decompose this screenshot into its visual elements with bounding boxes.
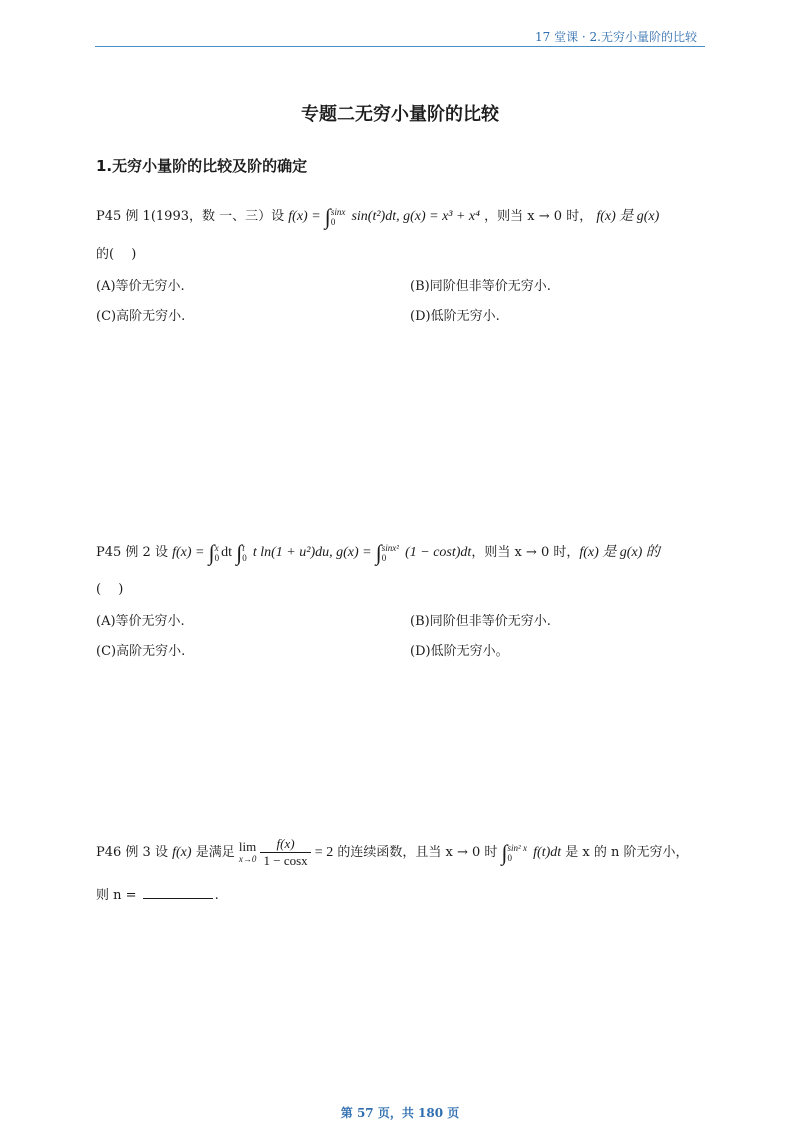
- problem-1-comparison: f(x) 是 g(x): [596, 209, 660, 224]
- problem-3-line2: [96, 884, 219, 903]
- integral-lower: 0: [214, 552, 220, 563]
- problem-3-text1: 是满足: [195, 845, 235, 860]
- problem-2-option-b: (B)同阶但非等价无穷小.: [410, 614, 551, 629]
- integral-lower: 0: [507, 852, 513, 863]
- problem-3-prefix: P46 例 3 设: [96, 845, 168, 860]
- integral-lower: 0: [381, 552, 387, 563]
- problem-1-line2: 的( ): [96, 247, 137, 262]
- problem-2-prefix: P45 例 2 设: [96, 545, 168, 560]
- integral-sign: ∫: [324, 204, 331, 229]
- problem-3-line2-suffix: .: [214, 888, 219, 903]
- problem-2-line2: ( ): [96, 582, 124, 597]
- fraction-denominator: 1 − cosx: [263, 853, 308, 868]
- integral-sign: ∫: [501, 840, 508, 865]
- page-header: [95, 26, 705, 47]
- section-heading: 1.无穷小量阶的比较及阶的确定: [96, 157, 308, 175]
- limit-operator: [238, 838, 257, 865]
- problem-3-eq: = 2: [314, 845, 334, 860]
- integral-sign: ∫: [236, 540, 243, 565]
- problem-3-line2-prefix: 则 n =: [96, 888, 137, 903]
- integral-upper: sin² x: [507, 842, 527, 853]
- page-title: 专题二无穷小量阶的比较: [301, 104, 499, 125]
- limit-label: lim: [238, 838, 257, 854]
- problem-1-option-d: (D)低阶无穷小.: [410, 309, 500, 324]
- header-text: 17 堂课 · 2.无穷小量阶的比较: [535, 30, 697, 44]
- problem-1-option-c: (C)高阶无穷小.: [96, 309, 186, 324]
- limit-fraction: [260, 836, 310, 869]
- integral-lower: 0: [330, 216, 336, 227]
- problem-2-option-d: (D)低阶无穷小。: [410, 644, 509, 659]
- problem-1-integrand: sin(t²)dt, g(x) = x³ + x⁴: [351, 209, 481, 224]
- problem-2-option-c: (C)高阶无穷小.: [96, 644, 186, 659]
- integral-upper: sinx²: [381, 542, 399, 553]
- integral-upper: sinx: [330, 206, 346, 217]
- integral-sign: ∫: [208, 540, 215, 565]
- problem-3-statement: [96, 836, 689, 869]
- problem-1-condition: ，则当 x → 0 时，: [484, 209, 593, 224]
- problem-3-func: f(x): [172, 845, 192, 860]
- fraction-numerator: f(x): [260, 836, 310, 853]
- problem-2-mid: dt: [221, 545, 233, 560]
- answer-blank[interactable]: [143, 888, 213, 899]
- page-footer: 第 57 页，共 180 页: [340, 1106, 460, 1120]
- problem-2-integrand: t ln(1 + u²)du, g(x) =: [252, 545, 372, 560]
- integral-upper: t: [242, 542, 245, 553]
- problem-2-comparison: f(x) 是 g(x) 的: [579, 545, 660, 560]
- integral-upper: x: [214, 542, 219, 553]
- integral-sign: ∫: [375, 540, 382, 565]
- limit-sub: x→0: [238, 853, 257, 864]
- problem-1-prefix: P45 例 1(1993，数 一、三）设: [96, 209, 285, 224]
- problem-1-func: f(x) =: [288, 209, 321, 224]
- problem-1-option-b: (B)同阶但非等价无穷小.: [410, 279, 551, 294]
- problem-2-option-a: (A)等价无穷小.: [96, 614, 185, 629]
- problem-2-condition: ，则当 x → 0 时，: [471, 545, 580, 560]
- problem-1-statement: [96, 204, 659, 230]
- problem-2-func: f(x) =: [172, 545, 205, 560]
- problem-1-option-a: (A)等价无穷小.: [96, 279, 185, 294]
- integral-lower: 0: [242, 552, 247, 563]
- problem-3-text2: 的连续函数，且当 x → 0 时: [337, 845, 498, 860]
- problem-2-statement: [96, 540, 660, 566]
- problem-2-integrand2: (1 − cost)dt: [405, 545, 472, 560]
- problem-3-integrand: f(t)dt: [533, 845, 562, 860]
- problem-3-text3: 是 x 的 n 阶无穷小，: [565, 845, 689, 860]
